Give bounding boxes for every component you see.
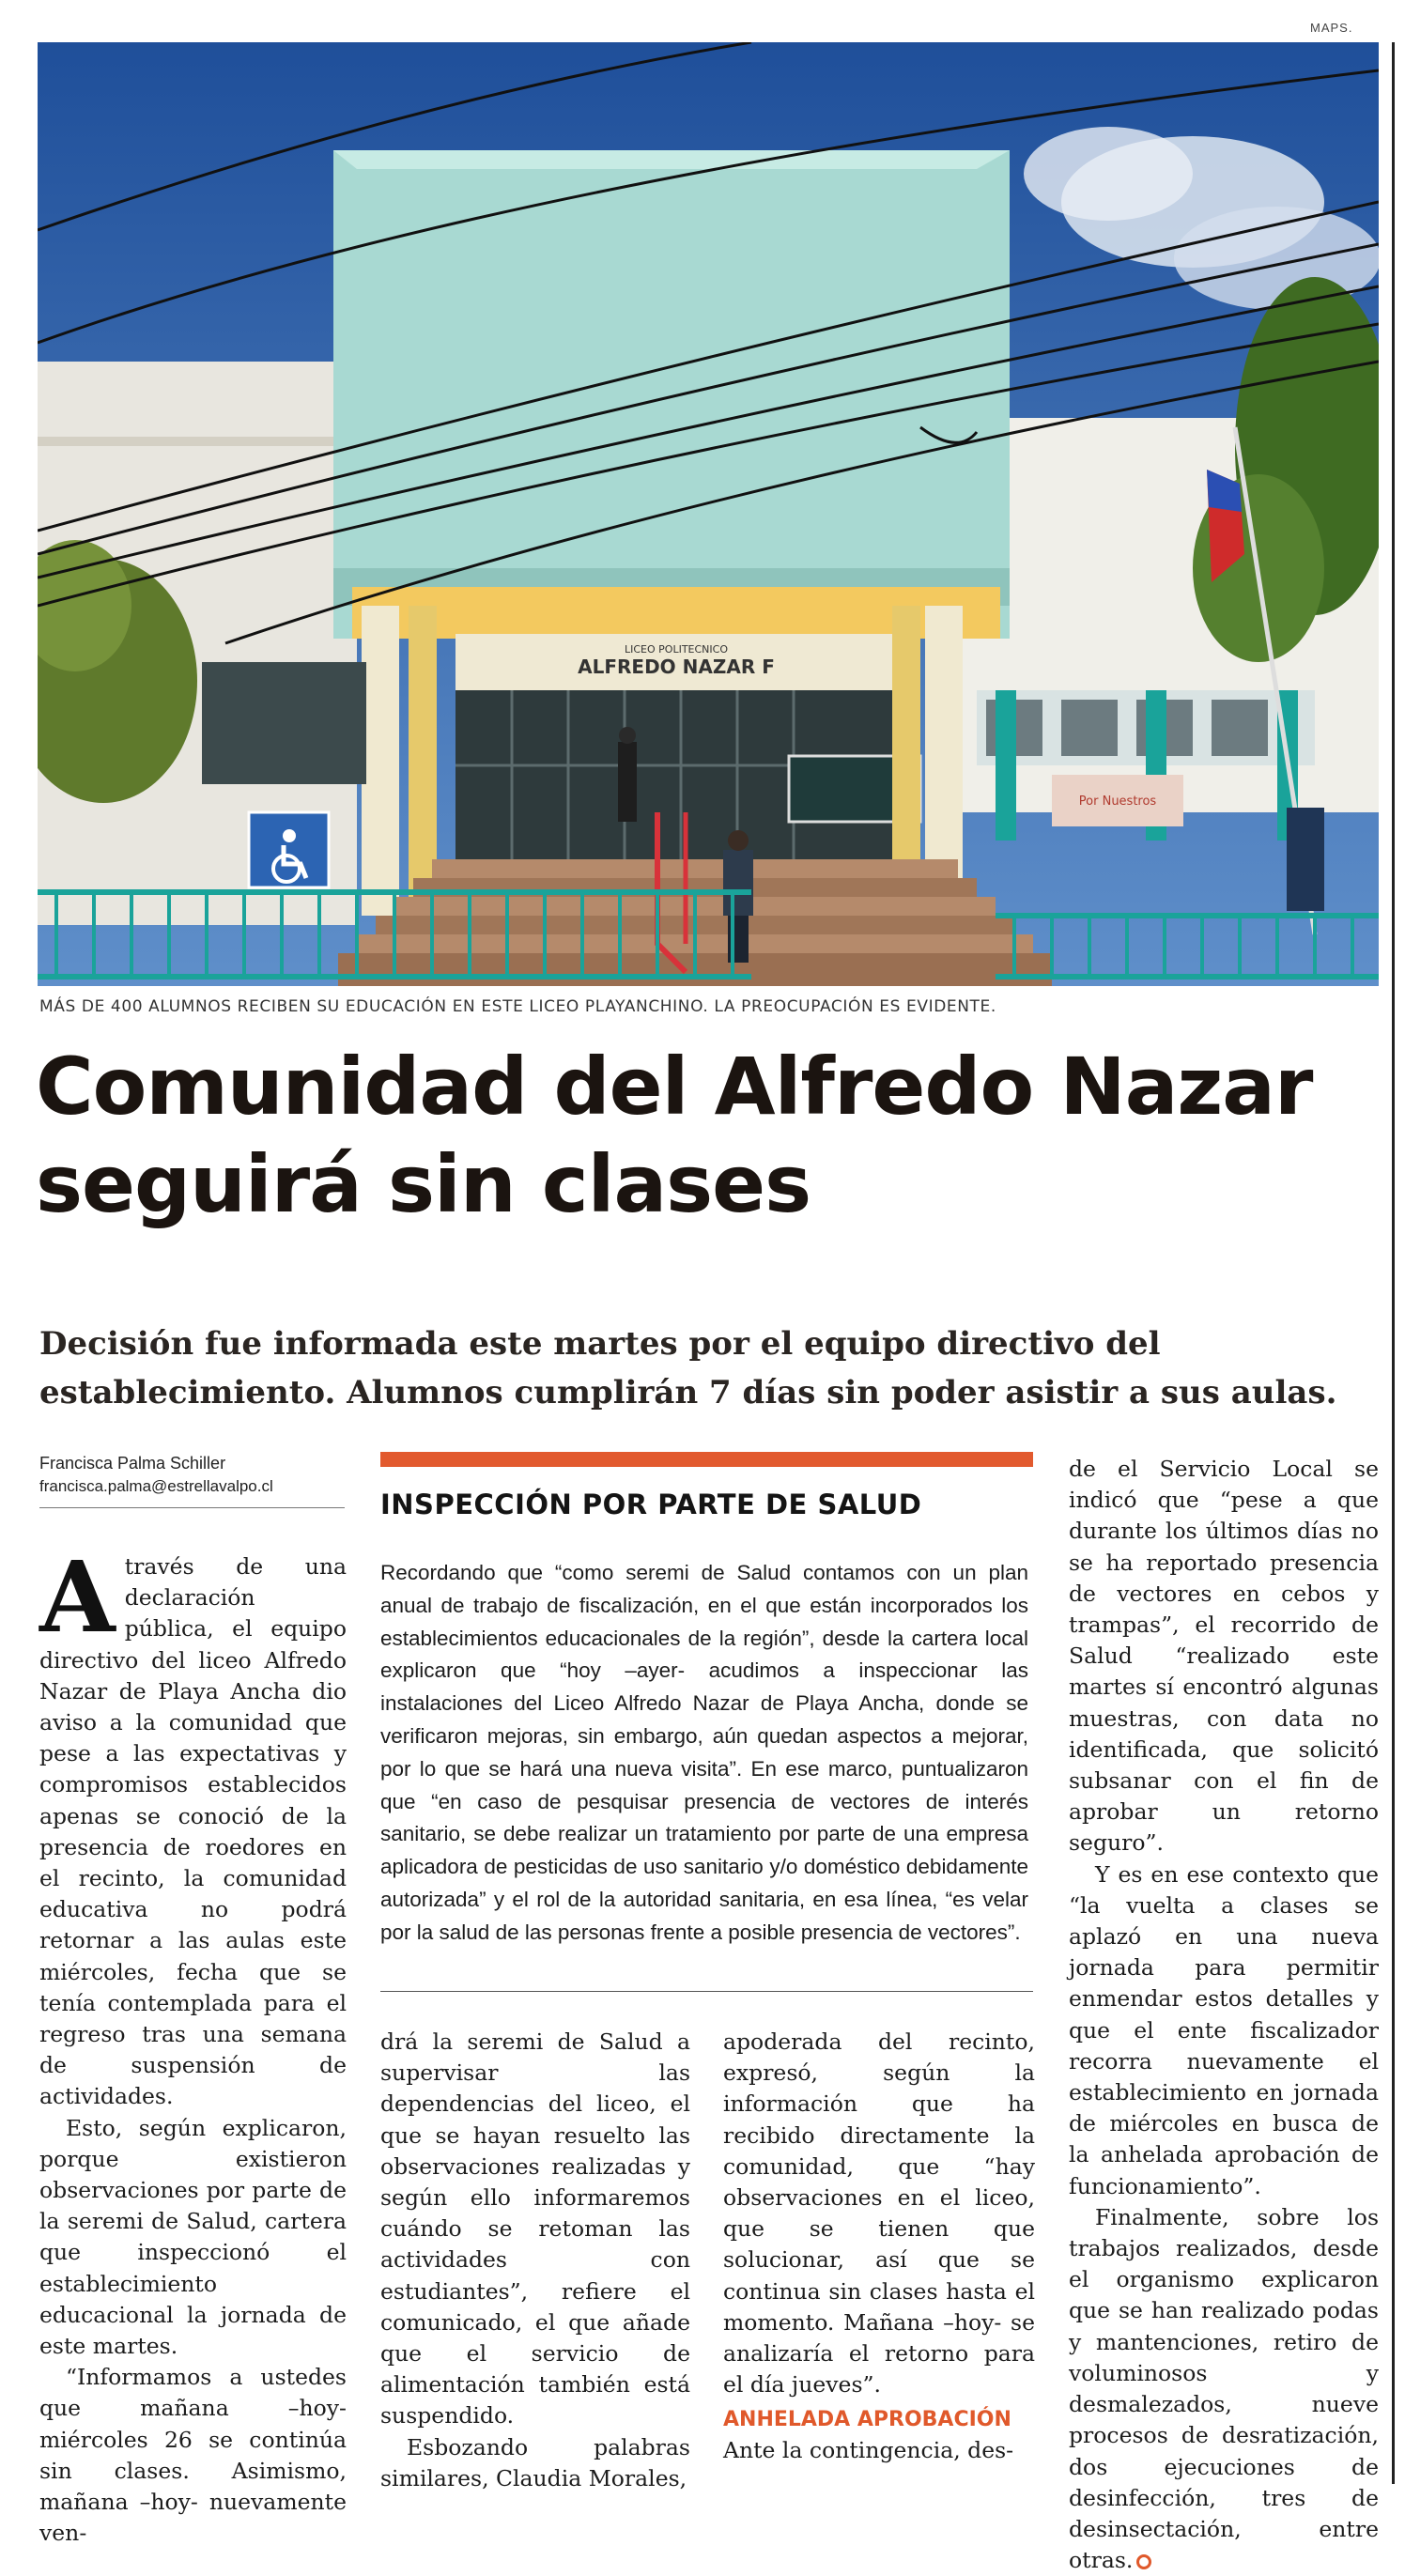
paragraph: “Informamos a ustedes que mañana –hoy- miércoles 26 se continúa sin clases. Asimismo, mañana –hoy- nuevamente ven- — [39, 2364, 347, 2547]
paragraph: de el Servicio Local se indicó que “pese a que durante los últimos días no se ha reportado presencia de vectores en cebos y trampas”, el recorrido de Salud “realizado este martes sí encontró algunas muestras, con data no identificada, que solicitó subsanar con el fin de aprobar un retorno seguro”. — [1069, 1456, 1379, 1857]
end-of-article-icon — [1136, 2554, 1151, 2569]
column-divider — [1392, 42, 1395, 2484]
article-column-3 — [723, 2027, 1035, 2467]
article-column-1 — [39, 1539, 347, 2550]
school-sign-top: LICEO POLITECNICO — [625, 643, 728, 656]
section-subhead: ANHELADA APROBACIÓN — [723, 2408, 1011, 2432]
paragraph: Esbozando palabras similares, Claudia Morales, — [380, 2433, 690, 2491]
paragraph: Esto, según explicaron, porque existieron observaciones por parte de la seremi de Salud, cartera que inspeccionó el establecimiento educacional la jornada de este martes. — [39, 2114, 347, 2360]
paragraph: Ante la contingencia, des- — [723, 2437, 1014, 2464]
subtitle: Decisión fue informada este martes por el equipo directivo del establecimiento. Alumnos cumplirán 7 días sin poder asistir a sus aulas. — [39, 1325, 1337, 1411]
paragraph: drá la seremi de Salud a supervisar las dependencias del liceo, el que se hayan resuelto las observaciones realizadas y según ello informaremos cuándo se retoman las actividades con estudiantes”, refiere el comunicado, el que añade que el servicio de alimentación también está suspendido. — [380, 2028, 690, 2429]
paragraph-text: Finalmente, sobre los trabajos realizados, desde el organismo explicaron que se han realizado podas y mantenciones, retiro de voluminosos y desmalezados, nueve procesos de desratización, dos ejecuciones de desinfección, tres de desinsectación, entre otras. — [1069, 2203, 1379, 2574]
sidebar-accent-bar — [380, 1452, 1033, 1467]
drop-cap: A — [39, 1539, 116, 1655]
author-divider — [39, 1507, 345, 1508]
school-photo — [38, 42, 1379, 986]
paragraph: Y es en ese contexto que “la vuelta a clases se aplazó en una nueva jornada para permitir enmendar estos detalles y que el ente fiscalizador recorra nuevamente el establecimiento en jornada de miércoles en busca de la anhelada aprobación de funcionamiento”. — [1069, 1860, 1379, 2199]
photo-caption: MÁS DE 400 ALUMNOS RECIBEN SU EDUCACIÓN EN ESTE LICEO PLAYANCHINO. LA PREOCUPACIÓN ES EVIDENTE. — [39, 997, 996, 1016]
paragraph: apoderada del recinto, expresó, según la información que ha recibido directamente la comunidad, que “hay observaciones en el liceo, que se tienen que solucionar, así que se continua sin clases hasta el momento. Mañana –hoy- se analizaría el retorno para el día jueves”. — [723, 2028, 1035, 2399]
photo-credit: MAPS. — [1310, 21, 1353, 35]
sidebar-text: Recordando que “como seremi de Salud contamos con un plan anual de trabajo de fiscalización, en el que están incorporados los establecimientos educacionales de la región”, desde la cartera local explicaron que “hoy –ayer- acudimos a inspeccionar las instalaciones del Liceo Alfredo Nazar de Playa Ancha, donde se verificaron mejoras, sin embargo, aún quedan aspectos a mejorar, por lo que se hará una nueva visita”. En ese marco, puntualizaron que “en caso de pesquisar presencia de vectores de interés sanitario, se debe realizar un tratamiento por parte de una empresa aplicadora de pesticidas de uso sanitario y/o doméstico debidamente autorizada” y el rol de la autoridad sanitaria, en esa línea, “es velar por la salud de las personas frente a posible presencia de vectores”. — [380, 1561, 1028, 1944]
headline: Comunidad del Alfredo Nazar seguirá sin clases — [36, 1041, 1313, 1230]
banner-text: Por Nuestros — [1078, 794, 1157, 809]
school-sign: ALFREDO NAZAR F — [578, 656, 775, 678]
author-name: Francisca Palma Schiller — [39, 1454, 226, 1473]
article-column-2 — [380, 2027, 690, 2494]
paragraph — [39, 1539, 347, 2113]
paragraph-text: través de una declaración pública, el equipo directivo del liceo Alfredo Nazar de Playa Ancha dio aviso a la comunidad que pese a las expectativas y compromisos establecidos apenas se conoció de la presencia de roedores en el recinto, la comunidad educativa no podrá retornar a las aulas este miércoles, fecha que se tenía contemplada para el regreso tras una semana de suspensión de actividades. — [39, 1553, 347, 2110]
sidebar-divider — [380, 1991, 1033, 1992]
article-column-4 — [1069, 1454, 1379, 2576]
author-email: francisca.palma@estrellavalpo.cl — [39, 1477, 273, 1495]
paragraph — [1069, 2202, 1379, 2576]
sidebar-title: INSPECCIÓN POR PARTE DE SALUD — [380, 1489, 922, 1520]
